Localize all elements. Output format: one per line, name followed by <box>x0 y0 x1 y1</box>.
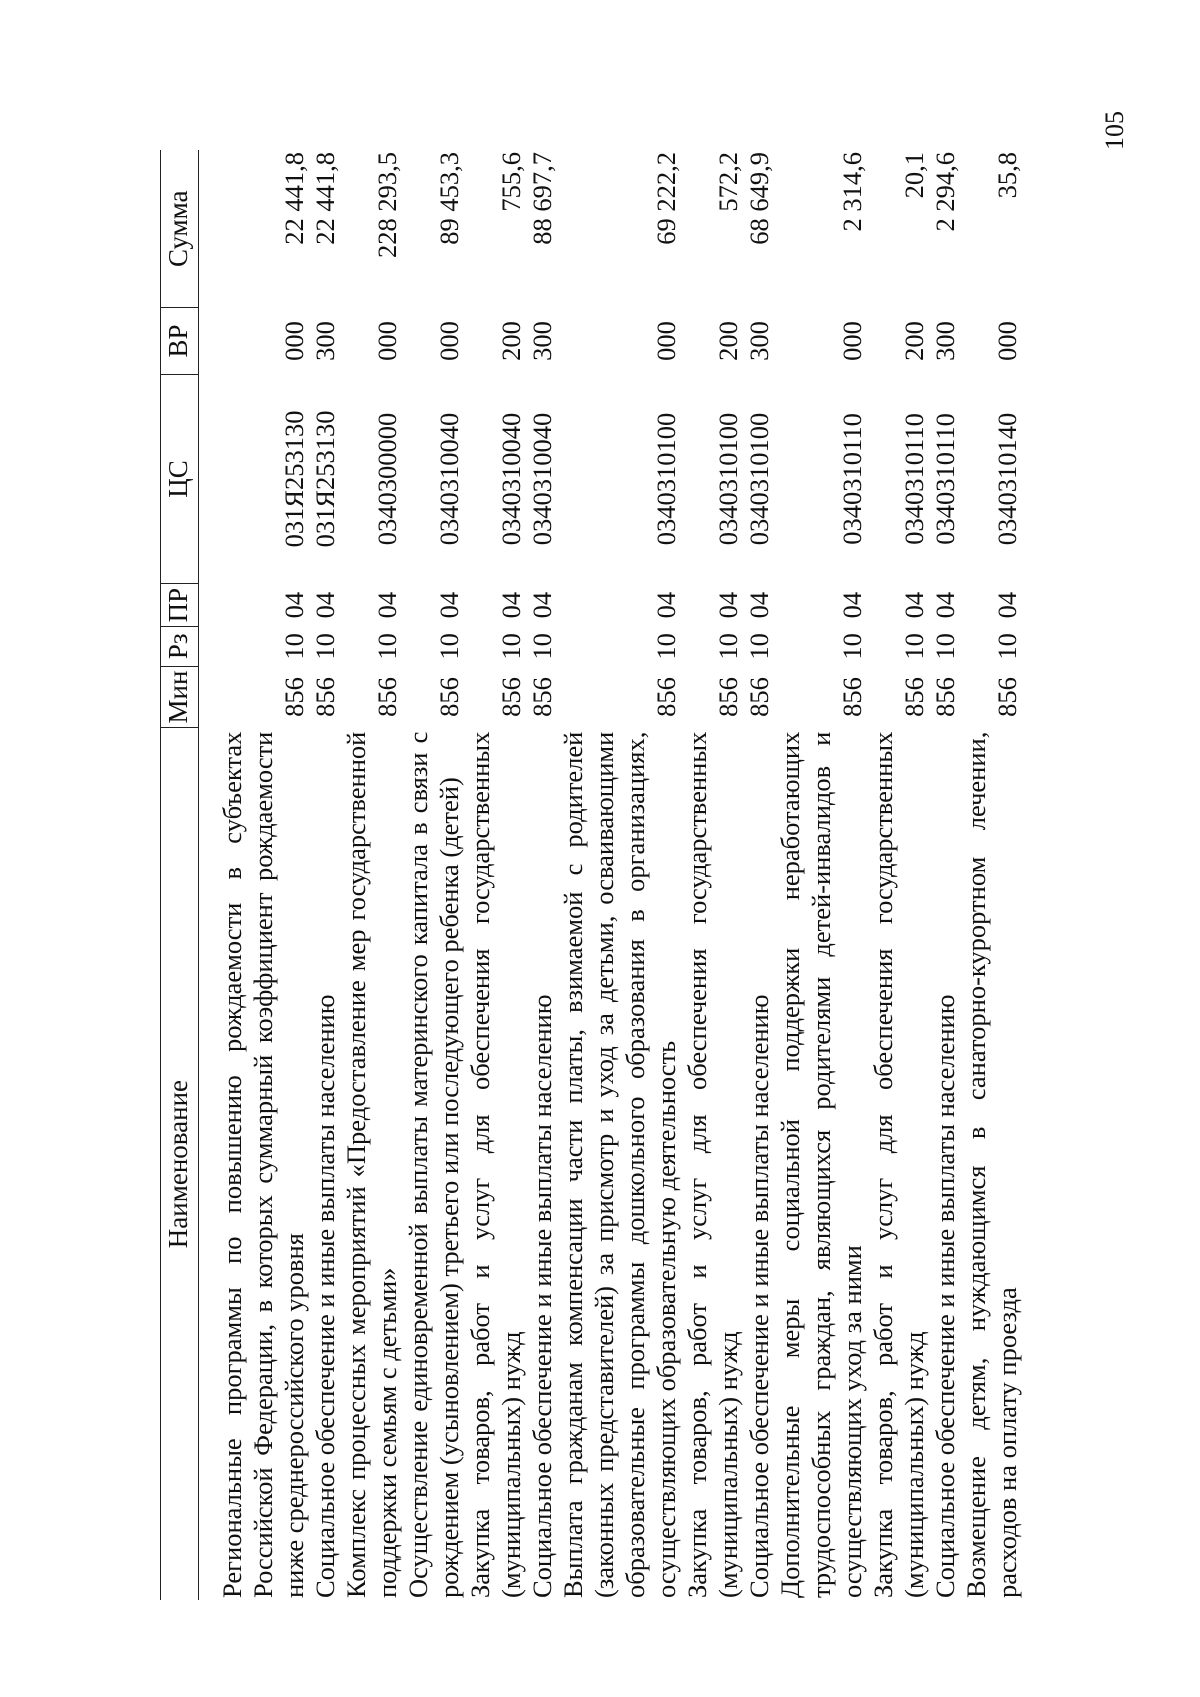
row-vr: 000 <box>372 321 402 361</box>
row-cs: 0340310040 <box>527 412 557 546</box>
row-pr: 04 <box>930 591 960 619</box>
header-pr: ПР <box>161 584 199 626</box>
row-cs: 0340310100 <box>744 412 774 546</box>
row-pr: 04 <box>837 591 867 619</box>
row-min: 856 <box>713 677 743 717</box>
row-cs: 0340310110 <box>930 413 960 545</box>
row-name: Закупка товаров, работ и услуг для обеспечения государственных (муниципальных) нужд <box>682 731 743 1598</box>
row-vr: 300 <box>744 321 774 361</box>
row-min: 856 <box>930 677 960 717</box>
table-row <box>558 150 682 1600</box>
row-min: 856 <box>310 677 340 717</box>
row-name: Социальное обеспечение и иные выплаты населению <box>930 994 960 1598</box>
row-name: Дополнительные меры социальной поддержки неработающих трудоспособных граждан, являющихся родителями детей-инвалидов и осуществляющих уход за ними <box>775 731 867 1598</box>
row-pr: 04 <box>310 591 340 619</box>
table-row <box>465 150 527 1600</box>
row-cs: 0340310040 <box>434 412 464 546</box>
row-pr: 04 <box>992 591 1022 619</box>
table-row <box>744 150 775 1600</box>
header-name: Наименование <box>161 728 199 1600</box>
table-row <box>341 150 403 1600</box>
row-name: Возмещение детям, нуждающимся в санаторно-курортном лечении, расходов на оплату проезда <box>961 731 1022 1598</box>
row-pr: 04 <box>372 591 402 619</box>
row-sum: 2 314,6 <box>837 152 867 232</box>
row-sum: 572,2 <box>713 152 743 212</box>
row-cs: 0340310100 <box>651 412 681 546</box>
row-rz: 10 <box>651 633 681 660</box>
row-min: 856 <box>434 677 464 717</box>
row-pr: 04 <box>496 591 526 619</box>
row-name: Выплата гражданам компенсации части платы, взимаемой с родителей (законных представителей) за присмотр и уход за детьми, осваивающими образовательные программы дошкольного образования в организациях, осуществляющих образовательную деятельность <box>558 731 681 1598</box>
row-pr: 04 <box>434 591 464 619</box>
row-cs: 031Я253130 <box>310 410 340 548</box>
table-row <box>310 150 341 1600</box>
header-vr: ВР <box>161 308 199 374</box>
row-cs: 0340300000 <box>372 412 402 546</box>
row-sum: 20,1 <box>899 152 929 199</box>
row-vr: 000 <box>279 321 309 361</box>
row-cs: 0340310110 <box>899 413 929 545</box>
page-number: 105 <box>1100 111 1129 150</box>
row-name: Закупка товаров, работ и услуг для обеспечения государственных (муниципальных) нужд <box>868 731 929 1598</box>
row-min: 856 <box>744 677 774 717</box>
header-rz: Рз <box>161 626 199 666</box>
table-row <box>403 150 465 1600</box>
row-vr: 300 <box>310 321 340 361</box>
row-rz: 10 <box>279 633 309 660</box>
row-name: Закупка товаров, работ и услуг для обеспечения государственных (муниципальных) нужд <box>465 731 526 1598</box>
row-name: Комплекс процессных мероприятий «Предоставление мер государственной поддержки семьям с детьми» <box>341 731 402 1598</box>
table-row <box>775 150 868 1600</box>
table-row <box>868 150 930 1600</box>
row-rz: 10 <box>310 633 340 660</box>
table-row <box>930 150 961 1600</box>
table-row <box>682 150 744 1600</box>
row-min: 856 <box>837 677 867 717</box>
table-row <box>527 150 558 1600</box>
row-rz: 10 <box>744 633 774 660</box>
row-min: 856 <box>992 677 1022 717</box>
row-sum: 88 697,7 <box>527 152 557 245</box>
row-vr: 300 <box>527 321 557 361</box>
row-sum: 69 222,2 <box>651 152 681 245</box>
row-name: Социальное обеспечение и иные выплаты населению <box>527 994 557 1598</box>
row-vr: 200 <box>713 321 743 361</box>
row-vr: 200 <box>899 321 929 361</box>
row-min: 856 <box>372 677 402 717</box>
row-rz: 10 <box>496 633 526 660</box>
row-rz: 10 <box>992 633 1022 660</box>
row-sum: 22 441,8 <box>279 152 309 245</box>
row-name: Региональные программы по повышению рождаемости в субъектах Российской Федерации, в которых суммарный коэффициент рождаемости ниже среднероссийского уровня <box>217 731 309 1598</box>
row-rz: 10 <box>930 633 960 660</box>
row-min: 856 <box>899 677 929 717</box>
row-vr: 200 <box>496 321 526 361</box>
table-row <box>961 150 1023 1600</box>
budget-document <box>160 150 1040 1600</box>
row-min: 856 <box>279 677 309 717</box>
row-cs: 031Я253130 <box>279 410 309 548</box>
row-sum: 228 293,5 <box>372 152 402 258</box>
row-min: 856 <box>651 677 681 717</box>
header-cs: ЦС <box>161 374 199 584</box>
row-sum: 35,8 <box>992 152 1022 199</box>
row-pr: 04 <box>899 591 929 619</box>
row-sum: 89 453,3 <box>434 152 464 245</box>
row-name: Социальное обеспечение и иные выплаты населению <box>744 994 774 1598</box>
header-min: Мин <box>161 666 199 727</box>
row-name: Социальное обеспечение и иные выплаты населению <box>310 994 340 1598</box>
row-cs: 0340310110 <box>837 413 867 545</box>
row-pr: 04 <box>651 591 681 619</box>
row-vr: 300 <box>930 321 960 361</box>
budget-table <box>160 150 1023 1600</box>
row-rz: 10 <box>713 633 743 660</box>
row-cs: 0340310040 <box>496 412 526 546</box>
row-name: Осуществление единовременной выплаты материнского капитала в связи с рождением (усыновлением) третьего или последующего ребенка (детей) <box>403 731 464 1598</box>
row-pr: 04 <box>744 591 774 619</box>
row-vr: 000 <box>992 321 1022 361</box>
row-sum: 68 649,9 <box>744 152 774 245</box>
header-sum: Сумма <box>161 150 199 308</box>
row-min: 856 <box>527 677 557 717</box>
row-cs: 0340310100 <box>713 412 743 546</box>
row-min: 856 <box>496 677 526 717</box>
row-vr: 000 <box>837 321 867 361</box>
table-header-row <box>161 150 199 1600</box>
row-cs: 0340310140 <box>992 412 1022 546</box>
row-pr: 04 <box>713 591 743 619</box>
row-sum: 22 441,8 <box>310 152 340 245</box>
row-vr: 000 <box>434 321 464 361</box>
row-rz: 10 <box>527 633 557 660</box>
row-sum: 755,6 <box>496 152 526 212</box>
row-rz: 10 <box>434 633 464 660</box>
row-rz: 10 <box>899 633 929 660</box>
row-rz: 10 <box>372 633 402 660</box>
row-rz: 10 <box>837 633 867 660</box>
row-vr: 000 <box>651 321 681 361</box>
row-pr: 04 <box>527 591 557 619</box>
row-pr: 04 <box>279 591 309 619</box>
table-row <box>217 150 310 1600</box>
row-sum: 2 294,6 <box>930 152 960 232</box>
